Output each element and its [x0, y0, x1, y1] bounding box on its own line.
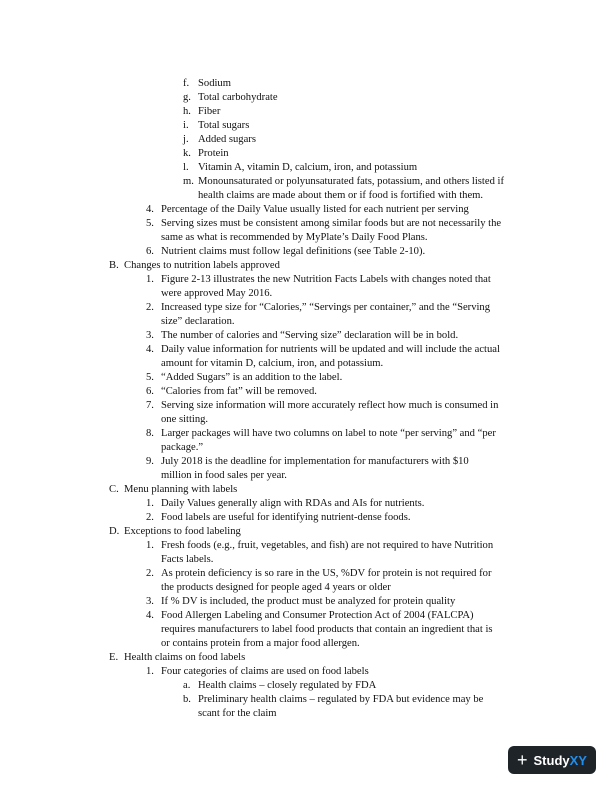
- outline-line: million in food sales per year.: [161, 470, 287, 481]
- outline-marker: l.: [183, 162, 189, 173]
- outline-line: Serving sizes must be consistent among similar foods but are not necessarily the: [161, 218, 502, 229]
- outline-line: As protein deficiency is so rare in the US, %DV for protein is not required for: [161, 568, 492, 579]
- outline-marker: 1.: [146, 274, 154, 285]
- outline-marker: 4.: [146, 344, 154, 355]
- outline-marker: 9.: [146, 456, 154, 467]
- outline-line: package.”: [161, 442, 204, 453]
- outline-line: or contains protein from a major food allergen.: [161, 638, 360, 649]
- outline-marker: k.: [183, 148, 191, 159]
- outline-marker: 3.: [146, 330, 154, 341]
- outline-line: Larger packages will have two columns on label to note “per serving” and “per: [161, 428, 496, 439]
- outline-marker: h.: [183, 106, 191, 117]
- outline-marker: 7.: [146, 400, 154, 411]
- outline-line: Added sugars: [198, 134, 256, 145]
- outline-marker: 5.: [146, 372, 154, 383]
- outline-line: Figure 2-13 illustrates the new Nutrition Facts Labels with changes noted that: [161, 274, 491, 285]
- outline-marker: 6.: [146, 386, 154, 397]
- outline-marker: g.: [183, 92, 191, 103]
- outline-line: Food labels are useful for identifying nutrient-dense foods.: [161, 512, 411, 523]
- outline-line: same as what is recommended by MyPlate’s Daily Food Plans.: [161, 232, 428, 243]
- outline-marker: 4.: [146, 610, 154, 621]
- outline-marker: 8.: [146, 428, 154, 439]
- outline-line: July 2018 is the deadline for implementation for manufacturers with $10: [161, 456, 469, 467]
- outline-line: Serving size information will more accurately reflect how much is consumed in: [161, 400, 499, 411]
- outline-line: Monounsaturated or polyunsaturated fats, potassium, and others listed if: [198, 176, 504, 187]
- outline-line: Protein: [198, 148, 229, 159]
- outline-marker: 6.: [146, 246, 154, 257]
- outline-line: Sodium: [198, 78, 231, 89]
- outline-line: The number of calories and “Serving size” declaration will be in bold.: [161, 330, 459, 341]
- outline-line: Vitamin A, vitamin D, calcium, iron, and potassium: [198, 162, 418, 173]
- outline-line: Changes to nutrition labels approved: [124, 260, 280, 271]
- outline-line: amount for vitamin D, calcium, iron, and potassium.: [161, 358, 384, 369]
- outline-marker: 2.: [146, 568, 154, 579]
- outline-line: Exceptions to food labeling: [124, 526, 241, 537]
- outline-marker: E.: [109, 652, 119, 663]
- outline-line: one sitting.: [161, 414, 209, 425]
- outline-marker: b.: [183, 694, 191, 705]
- outline-marker: j.: [183, 134, 189, 145]
- outline-marker: a.: [183, 680, 191, 691]
- outline-marker: 3.: [146, 596, 154, 607]
- outline-marker: 2.: [146, 302, 154, 313]
- outline-marker: i.: [183, 120, 189, 131]
- outline-marker: 1.: [146, 498, 154, 509]
- outline-line: “Calories from fat” will be removed.: [161, 386, 317, 397]
- studyxy-badge[interactable]: [508, 746, 596, 774]
- outline-line: Fresh foods (e.g., fruit, vegetables, and fish) are not required to have Nutrition: [161, 540, 494, 551]
- outline-line: Nutrient claims must follow legal definitions (see Table 2-10).: [161, 246, 426, 257]
- outline-marker: f.: [183, 78, 190, 89]
- outline-line: Daily value information for nutrients will be updated and will include the actual: [161, 344, 500, 355]
- outline-line: Health claims – closely regulated by FDA: [198, 680, 377, 691]
- outline-line: Health claims on food labels: [124, 652, 246, 663]
- outline-line: Fiber: [198, 106, 221, 117]
- outline-line: size” declaration.: [161, 316, 235, 327]
- outline-line: Facts labels.: [161, 554, 214, 565]
- brand-name: StudyXY: [533, 752, 587, 768]
- outline-marker: C.: [109, 484, 119, 495]
- outline-marker: 5.: [146, 218, 154, 229]
- outline-line: “Added Sugars” is an addition to the label.: [161, 372, 343, 383]
- outline-line: Daily Values generally align with RDAs and AIs for nutrients.: [161, 498, 425, 509]
- outline-line: Percentage of the Daily Value usually listed for each nutrient per serving: [161, 204, 469, 215]
- outline-line: Four categories of claims are used on food labels: [161, 666, 369, 677]
- outline-line: the products designed for people aged 4 years or older: [161, 582, 391, 593]
- outline-line: health claims are made about them or if food is fortified with them.: [198, 190, 484, 201]
- outline-marker: 4.: [146, 204, 154, 215]
- outline-marker: 2.: [146, 512, 154, 523]
- outline-line: Total sugars: [198, 120, 250, 131]
- plus-icon: +: [517, 750, 528, 770]
- outline-line: Menu planning with labels: [124, 484, 238, 495]
- outline-marker: B.: [109, 260, 119, 271]
- outline-line: Preliminary health claims – regulated by FDA but evidence may be: [198, 694, 484, 705]
- outline-line: Food Allergen Labeling and Consumer Protection Act of 2004 (FALCPA): [161, 610, 474, 621]
- outline-line: scant for the claim: [198, 708, 277, 719]
- outline-line: Total carbohydrate: [198, 92, 278, 103]
- outline-line: If % DV is included, the product must be analyzed for protein quality: [161, 596, 456, 607]
- outline-marker: m.: [183, 176, 194, 187]
- outline-marker: 1.: [146, 666, 154, 677]
- outline-marker: D.: [109, 526, 120, 537]
- outline-line: Increased type size for “Calories,” “Servings per container,” and the “Serving: [161, 302, 491, 313]
- outline-marker: 1.: [146, 540, 154, 551]
- outline-line: requires manufacturers to label food products that contain an ingredient that is: [161, 624, 493, 635]
- outline-line: were approved May 2016.: [161, 288, 273, 299]
